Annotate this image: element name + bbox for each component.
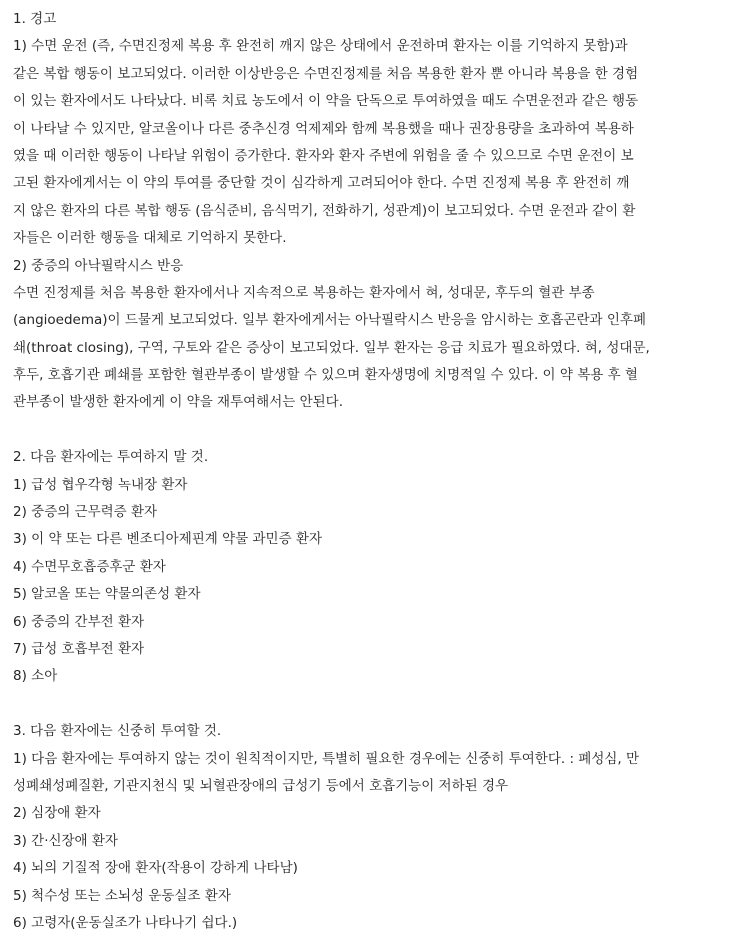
list-item: 1) 급성 협우각형 녹내장 환자 (13, 476, 188, 493)
section-heading: 3. 다음 환자에는 신중히 투여할 것. (13, 723, 222, 740)
section-warning (13, 6, 746, 417)
list-item: 5) 척수성 또는 소뇌성 운동실조 환자 (13, 887, 231, 904)
section-heading: 2. 다음 환자에는 투여하지 말 것. (13, 449, 209, 466)
list-item: 1) 다음 환자에는 투여하지 않는 것이 원칙적이지만, 특별히 필요한 경우에는 신중히 투여한다. : 폐성심, 만 (13, 750, 640, 767)
list-item: 7) 급성 호흡부전 환자 (13, 640, 145, 657)
section-contraindications (13, 444, 746, 691)
list-item: 6) 고령자(운동실조가 나타나기 쉽다.) (13, 914, 238, 931)
text-line: 후두, 호흡기관 폐쇄를 포함한 혈관부종이 발생할 수 있으며 환자생명에 치명적일 수 있다. 이 약 복용 후 혈 (13, 367, 638, 384)
list-item: 4) 뇌의 기질적 장애 환자(작용이 강하게 나타남) (13, 860, 298, 877)
list-item: 5) 알코올 또는 약물의존성 환자 (13, 586, 201, 603)
text-line: 관부종이 발생한 환자에게 이 약을 재투여해서는 안된다. (13, 394, 343, 411)
text-line: (angioedema)이 드물게 보고되었다. 일부 환자에게서는 아낙필락시스 반응을 암시하는 호흡곤란과 인후폐 (13, 312, 647, 329)
spacer (13, 691, 746, 718)
text-line: 같은 복합 행동이 보고되었다. 이러한 이상반응은 수면진정제를 처음 복용한 환자 뿐 아니라 복용을 한 경험 (13, 65, 639, 82)
section-caution (13, 718, 746, 937)
list-item: 3) 간·신장애 환자 (13, 832, 118, 849)
spacer (13, 417, 746, 444)
text-line: 고된 환자에게서는 이 약의 투여를 중단할 것이 심각하게 고려되어야 한다. 수면 진정제 복용 후 완전히 깨 (13, 175, 630, 192)
subsection-heading: 2) 중증의 아낙필락시스 반응 (13, 257, 184, 274)
text-line: 이 나타날 수 있지만, 알코올이나 다른 중추신경 억제제와 함께 복용했을 때나 권장용량을 초과하여 복용하 (13, 120, 634, 137)
text-line: 성폐쇄성폐질환, 기관지천식 및 뇌혈관장애의 급성기 등에서 호흡기능이 저하된 경우 (13, 777, 509, 794)
list-item: 8) 소아 (13, 668, 58, 685)
text-line: 지 않은 환자의 다른 복합 행동 (음식준비, 음식먹기, 전화하기, 성관계)이 보고되었다. 수면 운전과 같이 환 (13, 202, 636, 219)
text-line: 수면 진정제를 처음 복용한 환자에서나 지속적으로 복용하는 환자에서 혀, 성대문, 후두의 혈관 부종 (13, 284, 595, 301)
list-item: 2) 심장애 환자 (13, 805, 101, 822)
list-item: 3) 이 약 또는 다른 벤조디아제핀계 약물 과민증 환자 (13, 531, 323, 548)
list-item: 2) 중증의 근무력증 환자 (13, 504, 158, 521)
list-item: 4) 수면무호흡증후군 환자 (13, 558, 166, 575)
section-heading: 1. 경고 (13, 11, 57, 27)
text-line: 쇄(throat closing), 구역, 구토와 같은 증상이 보고되었다. 일부 환자는 응급 치료가 필요하였다. 혀, 성대문, (13, 339, 650, 356)
text-line: 였을 때 이러한 행동이 나타날 위험이 증가한다. 환자와 환자 주변에 위험을 줄 수 있으므로 수면 운전이 보 (13, 147, 634, 164)
text-line: 1) 수면 운전 (즉, 수면진정제 복용 후 완전히 깨지 않은 상태에서 운전하며 환자는 이를 기억하지 못함)과 (13, 38, 628, 55)
list-item: 6) 중증의 간부전 환자 (13, 613, 145, 630)
text-line: 자들은 이러한 행동을 대체로 기억하지 못한다. (13, 230, 287, 247)
text-line: 이 있는 환자에서도 나타났다. 비록 치료 농도에서 이 약을 단독으로 투여하였을 때도 수면운전과 같은 행동 (13, 93, 639, 110)
